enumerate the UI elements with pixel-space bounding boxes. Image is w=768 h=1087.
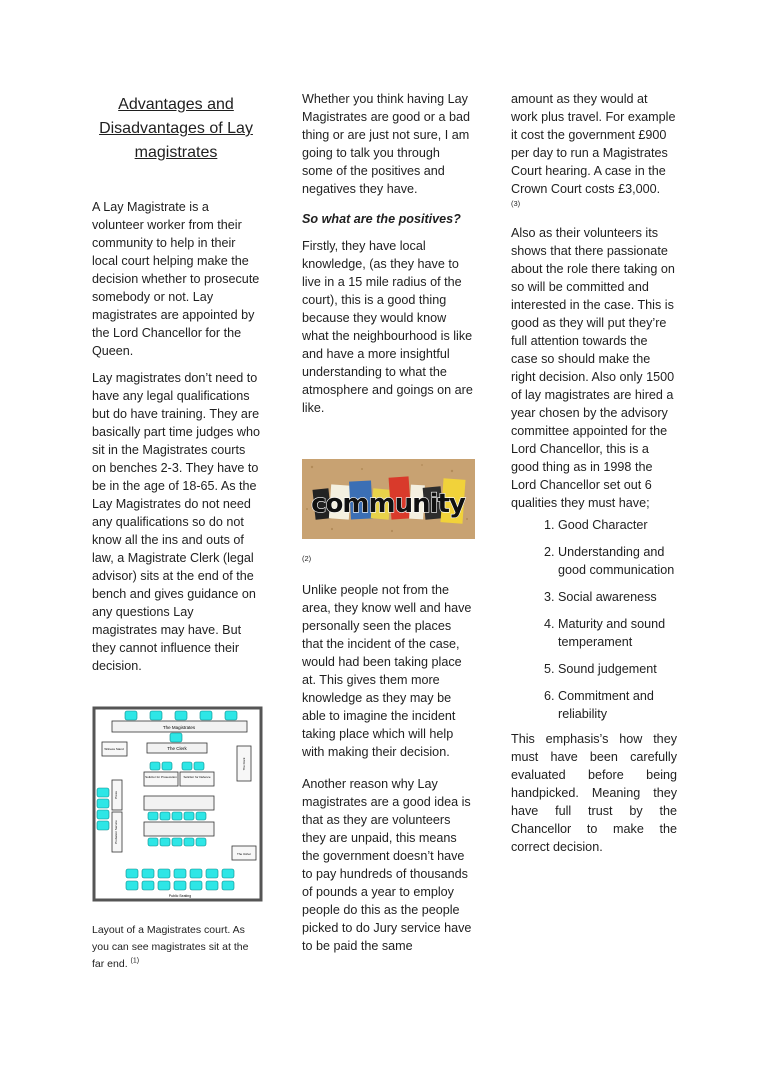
caption-ref: (1) — [130, 957, 140, 965]
column-1 — [92, 90, 260, 675]
court-layout-diagram — [92, 706, 263, 902]
list-item: 6. Commitment and reliability — [558, 687, 677, 723]
paragraph: This emphasis’s how they must have been carefully evaluated before being handpicked. Meaning they have full trust by the Chancellor to make the correct decision. — [511, 732, 677, 854]
column-2 — [302, 90, 474, 417]
list-item: 5. Sound judgement — [558, 660, 677, 678]
probation-label: Probation Service — [114, 820, 118, 844]
community-image — [302, 459, 475, 539]
paragraph: Unlike people not from the area, they know well and have personally seen the places that the incident of the case, would had been taking place at. This gives them more knowledge as they may be able to imagine the incident taking place which will help with making their decision. — [302, 583, 472, 759]
clerk-seat — [170, 733, 182, 742]
community-word: community — [311, 489, 465, 519]
prosecution-label: Solicitor for Prosecution — [145, 775, 177, 779]
paragraph: amount as they would at work plus travel. For example it cost the government £900 per day to run a Magistrates Court hearing. A case in the Crown Court costs £3,000. — [511, 92, 676, 196]
list-item: 4. Maturity and sound temperament — [558, 615, 677, 651]
press-label: Press — [114, 791, 118, 799]
clerk-label: The Clerk — [167, 746, 187, 751]
centre-desk — [144, 822, 214, 836]
paragraph: Firstly, they have local knowledge, (as they have to live in a 15 mile radius of the court), this is a good thing because they would know what the neighbourhood is like and have a more insightful understanding to what the atmosphere and goings on are like. — [302, 239, 473, 415]
paragraph: Lay magistrates don’t need to have any legal qualifications but do have training. They are basically part time judges who sit in the Magistrates courts on benches 2-3. They have to be in the age of 18-65. As the Lay Magistrates do not need any qualifications so do not know all the ins and outs of law, a Magistrate Clerk (legal advisor) sits at the end of the bench and gives guidance on any questions Lay magistrates may have. But they cannot influence their decision. — [92, 371, 260, 673]
article-title: Advantages and Disadvantages of Lay magistrates — [99, 96, 253, 161]
qualities-list — [511, 516, 677, 723]
ref-3: (3) — [511, 199, 521, 208]
centre-desk — [144, 796, 214, 810]
list-item: 1. Good Character — [558, 516, 677, 534]
paragraph: Whether you think having Lay Magistrates are good or a bad thing or are just not sure, I am going to talk you through some of the positives and negatives they have. — [302, 92, 471, 196]
caption-text: Layout of a Magistrates court. As you can see magistrates sit at the far end. — [92, 924, 249, 970]
paragraph: Another reason why Lay magistrates are a good idea is that as they are volunteers they are unpaid, this means the government doesn’t have to pay hundreds of thousands of pounds a year to employ people do this as the people picked to do Jury service have to be paid the same — [302, 777, 472, 953]
list-item: 3. Social awareness — [558, 588, 677, 606]
dock-label: The Dock — [242, 757, 246, 771]
paragraph: Also as their volunteers its shows that there passionate about the role there taking on so will be committed and interested in the case. This is good as they will put they’re full attention towards the case so should make the right decision. Also only 1500 of lay magistrates are hired a year chosen by the advisory committee appointed for the Lord Chancellor, this is a good thing as in 1998 the Lord Chancellor set out 6 qualities they must have; — [511, 226, 675, 510]
column-2-lower — [302, 553, 474, 955]
usher-label: The Usher — [236, 852, 252, 856]
public-seating-label: Public Seating — [168, 894, 192, 898]
defence-label: Solicitor for Defence — [183, 775, 211, 779]
section-heading: So what are the positives? — [302, 212, 461, 226]
ref-2: (2) — [302, 554, 312, 563]
figure-caption — [92, 922, 262, 973]
list-item: 2. Understanding and good communication — [558, 543, 677, 579]
column-3 — [511, 90, 677, 856]
witness-stand-label: Witness Stand — [104, 747, 124, 751]
paragraph: A Lay Magistrate is a volunteer worker from their community to help in their local court helping make the decision whether to prosecute somebody or not. Lay magistrates are appointed by the Lord Chancellor for the Queen. — [92, 200, 260, 358]
magistrates-label: The Magistrates — [162, 725, 196, 730]
